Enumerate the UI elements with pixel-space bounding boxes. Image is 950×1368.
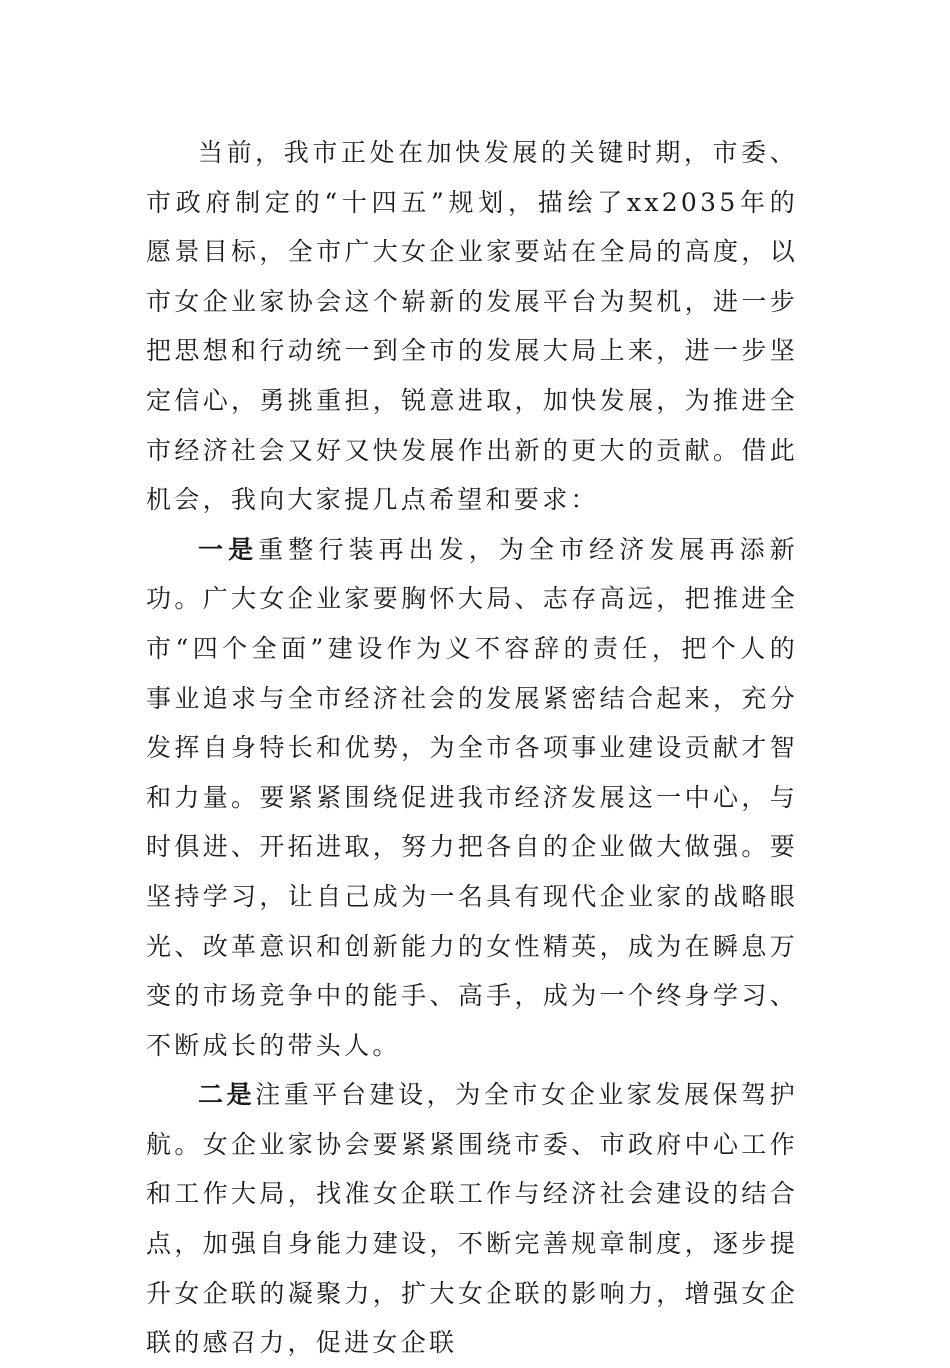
paragraph-text: 注重平台建设，为全市女企业家发展保驾护航。女企业家协会要紧紧围绕市委、市政府中心工作和工作大局，找准女企联工作与经济社会建设的结合点，加强自身能力建设，不断完善规章制度，逐步提升女企联的凝聚力，扩大女企联的影响力，增强女企联的感召力，促进女企联 [146,1080,798,1358]
paragraph-lead: 一是 [198,534,259,564]
paragraph-point-two [146,1070,798,1368]
paragraph-text: 重整行装再出发，为全市经济发展再添新功。广大女企业家要胸怀大局、志存高远，把推进全市“四个全面”建设作为义不容辞的责任，把个人的事业追求与全市经济社会的发展紧密结合起来，充分发挥自身特长和优势，为全市各项事业建设贡献才智和力量。要紧紧围绕促进我市经济发展这一中心，与时俱进、开拓进取，努力把各自的企业做大做强。要坚持学习，让自己成为一名具有现代企业家的战略眼光、改革意识和创新能力的女性精英，成为在瞬息万变的市场竞争中的能手、高手，成为一个终身学习、不断成长的带头人。 [146,534,798,1060]
paragraph-point-one [146,525,798,1071]
paragraph-lead: 二是 [198,1080,256,1110]
document-body [146,128,798,1368]
paragraph-text: 当前，我市正处在加快发展的关键时期，市委、市政府制定的“十四五”规划，描绘了xx2035年的愿景目标，全市广大女企业家要站在全局的高度，以市女企业家协会这个崭新的发展平台为契机，进一步把思想和行动统一到全市的发展大局上来，进一步坚定信心，勇挑重担，锐意进取，加快发展，为推进全市经济社会又好又快发展作出新的更大的贡献。借此机会，我向大家提几点希望和要求： [146,138,798,515]
paragraph-intro [146,128,798,525]
